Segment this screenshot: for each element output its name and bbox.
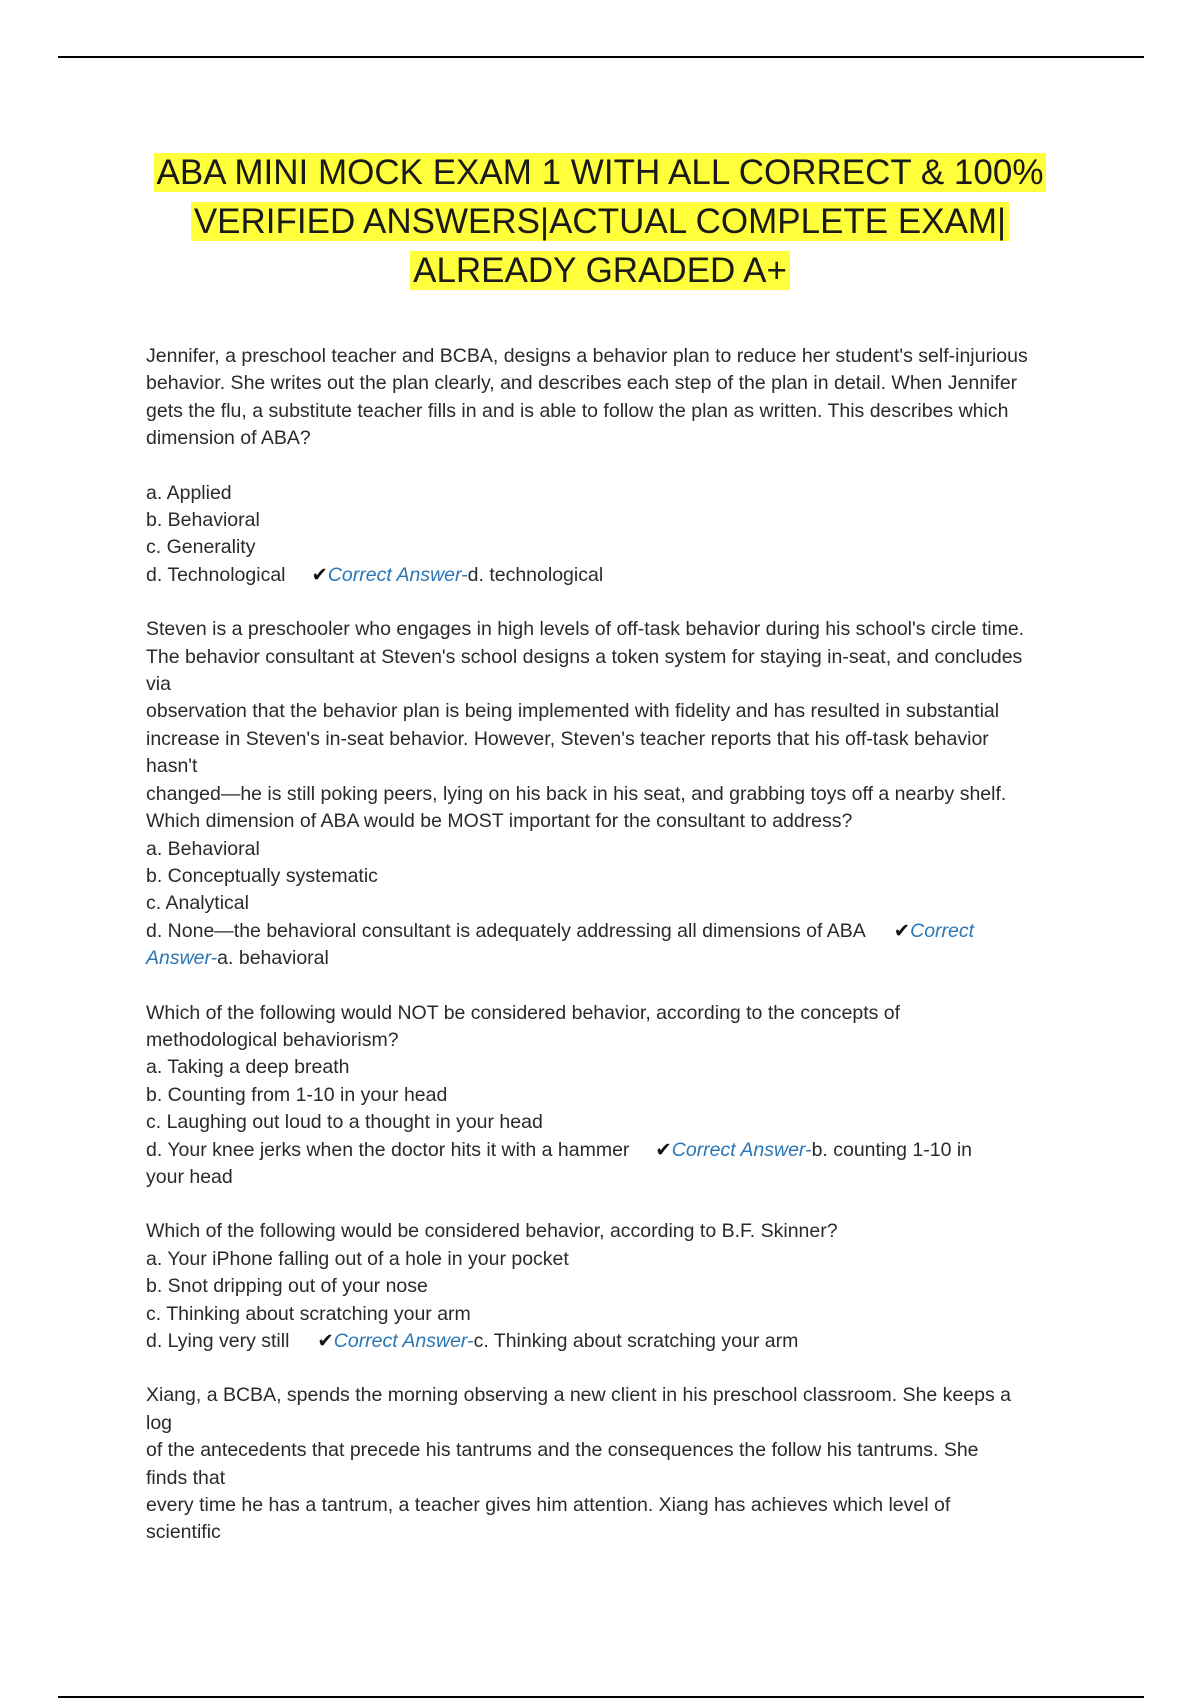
answer-option: d. Your knee jerks when the doctor hits it with a hammer bbox=[146, 1138, 630, 1161]
correct-answer-label: Correct bbox=[910, 919, 975, 942]
correct-answer-label: Correct Answer- bbox=[327, 563, 468, 586]
correct-answer-value: a. behavioral bbox=[217, 947, 329, 970]
correct-answer-value: b. counting 1-10 in bbox=[811, 1138, 973, 1161]
document-title bbox=[120, 148, 1080, 295]
question-2 bbox=[146, 616, 1066, 972]
answer-option: c. Laughing out loud to a thought in your head bbox=[146, 1111, 543, 1134]
title-line-2: VERIFIED ANSWERS|ACTUAL COMPLETE EXAM| bbox=[191, 202, 1009, 241]
correct-answer-label: Correct Answer- bbox=[671, 1138, 812, 1161]
document-body bbox=[146, 343, 1066, 1547]
answer-option: d. Technological bbox=[146, 563, 286, 586]
question-stem-line: methodological behaviorism? bbox=[146, 1028, 399, 1051]
answer-option: c. Analytical bbox=[146, 892, 249, 915]
answer-option: d. None—the behavioral consultant is adequately addressing all dimensions of ABA bbox=[146, 919, 866, 942]
answer-option: a. Your iPhone falling out of a hole in your pocket bbox=[146, 1247, 569, 1270]
question-stem-line: Which dimension of ABA would be MOST important for the consultant to address? bbox=[146, 810, 853, 833]
title-line-1: ABA MINI MOCK EXAM 1 WITH ALL CORRECT & 100% bbox=[154, 153, 1047, 192]
answer-option: a. Applied bbox=[146, 481, 232, 504]
answer-option: b. Snot dripping out of your nose bbox=[146, 1275, 428, 1298]
question-1 bbox=[146, 343, 1066, 589]
answer-option-with-correct bbox=[146, 918, 1066, 945]
question-stem-line: Xiang, a BCBA, spends the morning observing a new client in his preschool classroom. She keeps a bbox=[146, 1384, 1011, 1407]
question-stem-line: finds that bbox=[146, 1466, 226, 1489]
question-stem-line: The behavior consultant at Steven's school designs a token system for staying in-seat, and concludes bbox=[146, 645, 1023, 668]
question-stem-line: changed—he is still poking peers, lying on his back in his seat, and grabbing toys off a nearby shelf. bbox=[146, 782, 1007, 805]
title-line-3: ALREADY GRADED A+ bbox=[410, 251, 790, 290]
question-4 bbox=[146, 1218, 1066, 1355]
checkmark-icon: ✔ bbox=[893, 919, 911, 942]
answer-option: b. Behavioral bbox=[146, 509, 260, 532]
question-3 bbox=[146, 1000, 1066, 1192]
question-stem-line: behavior. She writes out the plan clearly, and describes each step of the plan in detail. When Jennifer bbox=[146, 372, 1018, 395]
answer-option: b. Counting from 1-10 in your head bbox=[146, 1083, 448, 1106]
checkmark-icon: ✔ bbox=[655, 1138, 672, 1161]
question-stem-line: scientific bbox=[146, 1521, 221, 1544]
question-5 bbox=[146, 1382, 1066, 1546]
answer-option: c. Generality bbox=[146, 536, 256, 559]
answer-option: a. Taking a deep breath bbox=[146, 1056, 350, 1079]
question-stem-line: log bbox=[146, 1411, 173, 1434]
answer-option-with-correct bbox=[146, 1137, 1066, 1164]
question-stem-line: gets the flu, a substitute teacher fills in and is able to follow the plan as written. This describes which bbox=[146, 399, 1009, 422]
answer-option-with-correct bbox=[146, 562, 1066, 589]
question-stem-line: every time he has a tantrum, a teacher gives him attention. Xiang has achieves which level of bbox=[146, 1494, 951, 1517]
correct-answer-label: Correct Answer- bbox=[333, 1330, 474, 1352]
question-stem-line: increase in Steven's in-seat behavior. However, Steven's teacher reports that his off-task behavior bbox=[146, 727, 989, 750]
correct-answer-value: c. Thinking about scratching your arm bbox=[473, 1330, 799, 1352]
correct-answer-label: Answer- bbox=[146, 947, 218, 970]
question-stem-line: Jennifer, a preschool teacher and BCBA, designs a behavior plan to reduce her student's self-injurious bbox=[146, 345, 1028, 367]
question-stem-line: Steven is a preschooler who engages in high levels of off-task behavior during his school's circle time. bbox=[146, 618, 1025, 641]
question-stem-line: via bbox=[146, 673, 171, 696]
question-stem-line: Which of the following would be considered behavior, according to B.F. Skinner? bbox=[146, 1220, 838, 1243]
answer-option: d. Lying very still bbox=[146, 1330, 290, 1352]
checkmark-icon: ✔ bbox=[317, 1330, 334, 1352]
correct-answer-continuation: your head bbox=[146, 1165, 233, 1188]
question-stem-line: hasn't bbox=[146, 755, 198, 778]
question-stem-line: observation that the behavior plan is being implemented with fidelity and has resulted in substantial bbox=[146, 700, 1000, 723]
answer-option: c. Thinking about scratching your arm bbox=[146, 1302, 471, 1325]
question-stem-line: dimension of ABA? bbox=[146, 427, 311, 450]
question-stem-line: Which of the following would NOT be considered behavior, according to the concepts of bbox=[146, 1001, 901, 1024]
answer-option-with-correct bbox=[146, 1328, 1066, 1355]
checkmark-icon: ✔ bbox=[311, 563, 328, 586]
answer-option: b. Conceptually systematic bbox=[146, 864, 378, 887]
correct-answer-line bbox=[146, 945, 1066, 972]
correct-answer-value: d. technological bbox=[467, 563, 604, 586]
question-stem-line: of the antecedents that precede his tantrums and the consequences the follow his tantrums. She bbox=[146, 1439, 979, 1462]
bottom-rule bbox=[58, 1696, 1144, 1698]
answer-option: a. Behavioral bbox=[146, 837, 260, 860]
top-rule bbox=[58, 56, 1144, 58]
